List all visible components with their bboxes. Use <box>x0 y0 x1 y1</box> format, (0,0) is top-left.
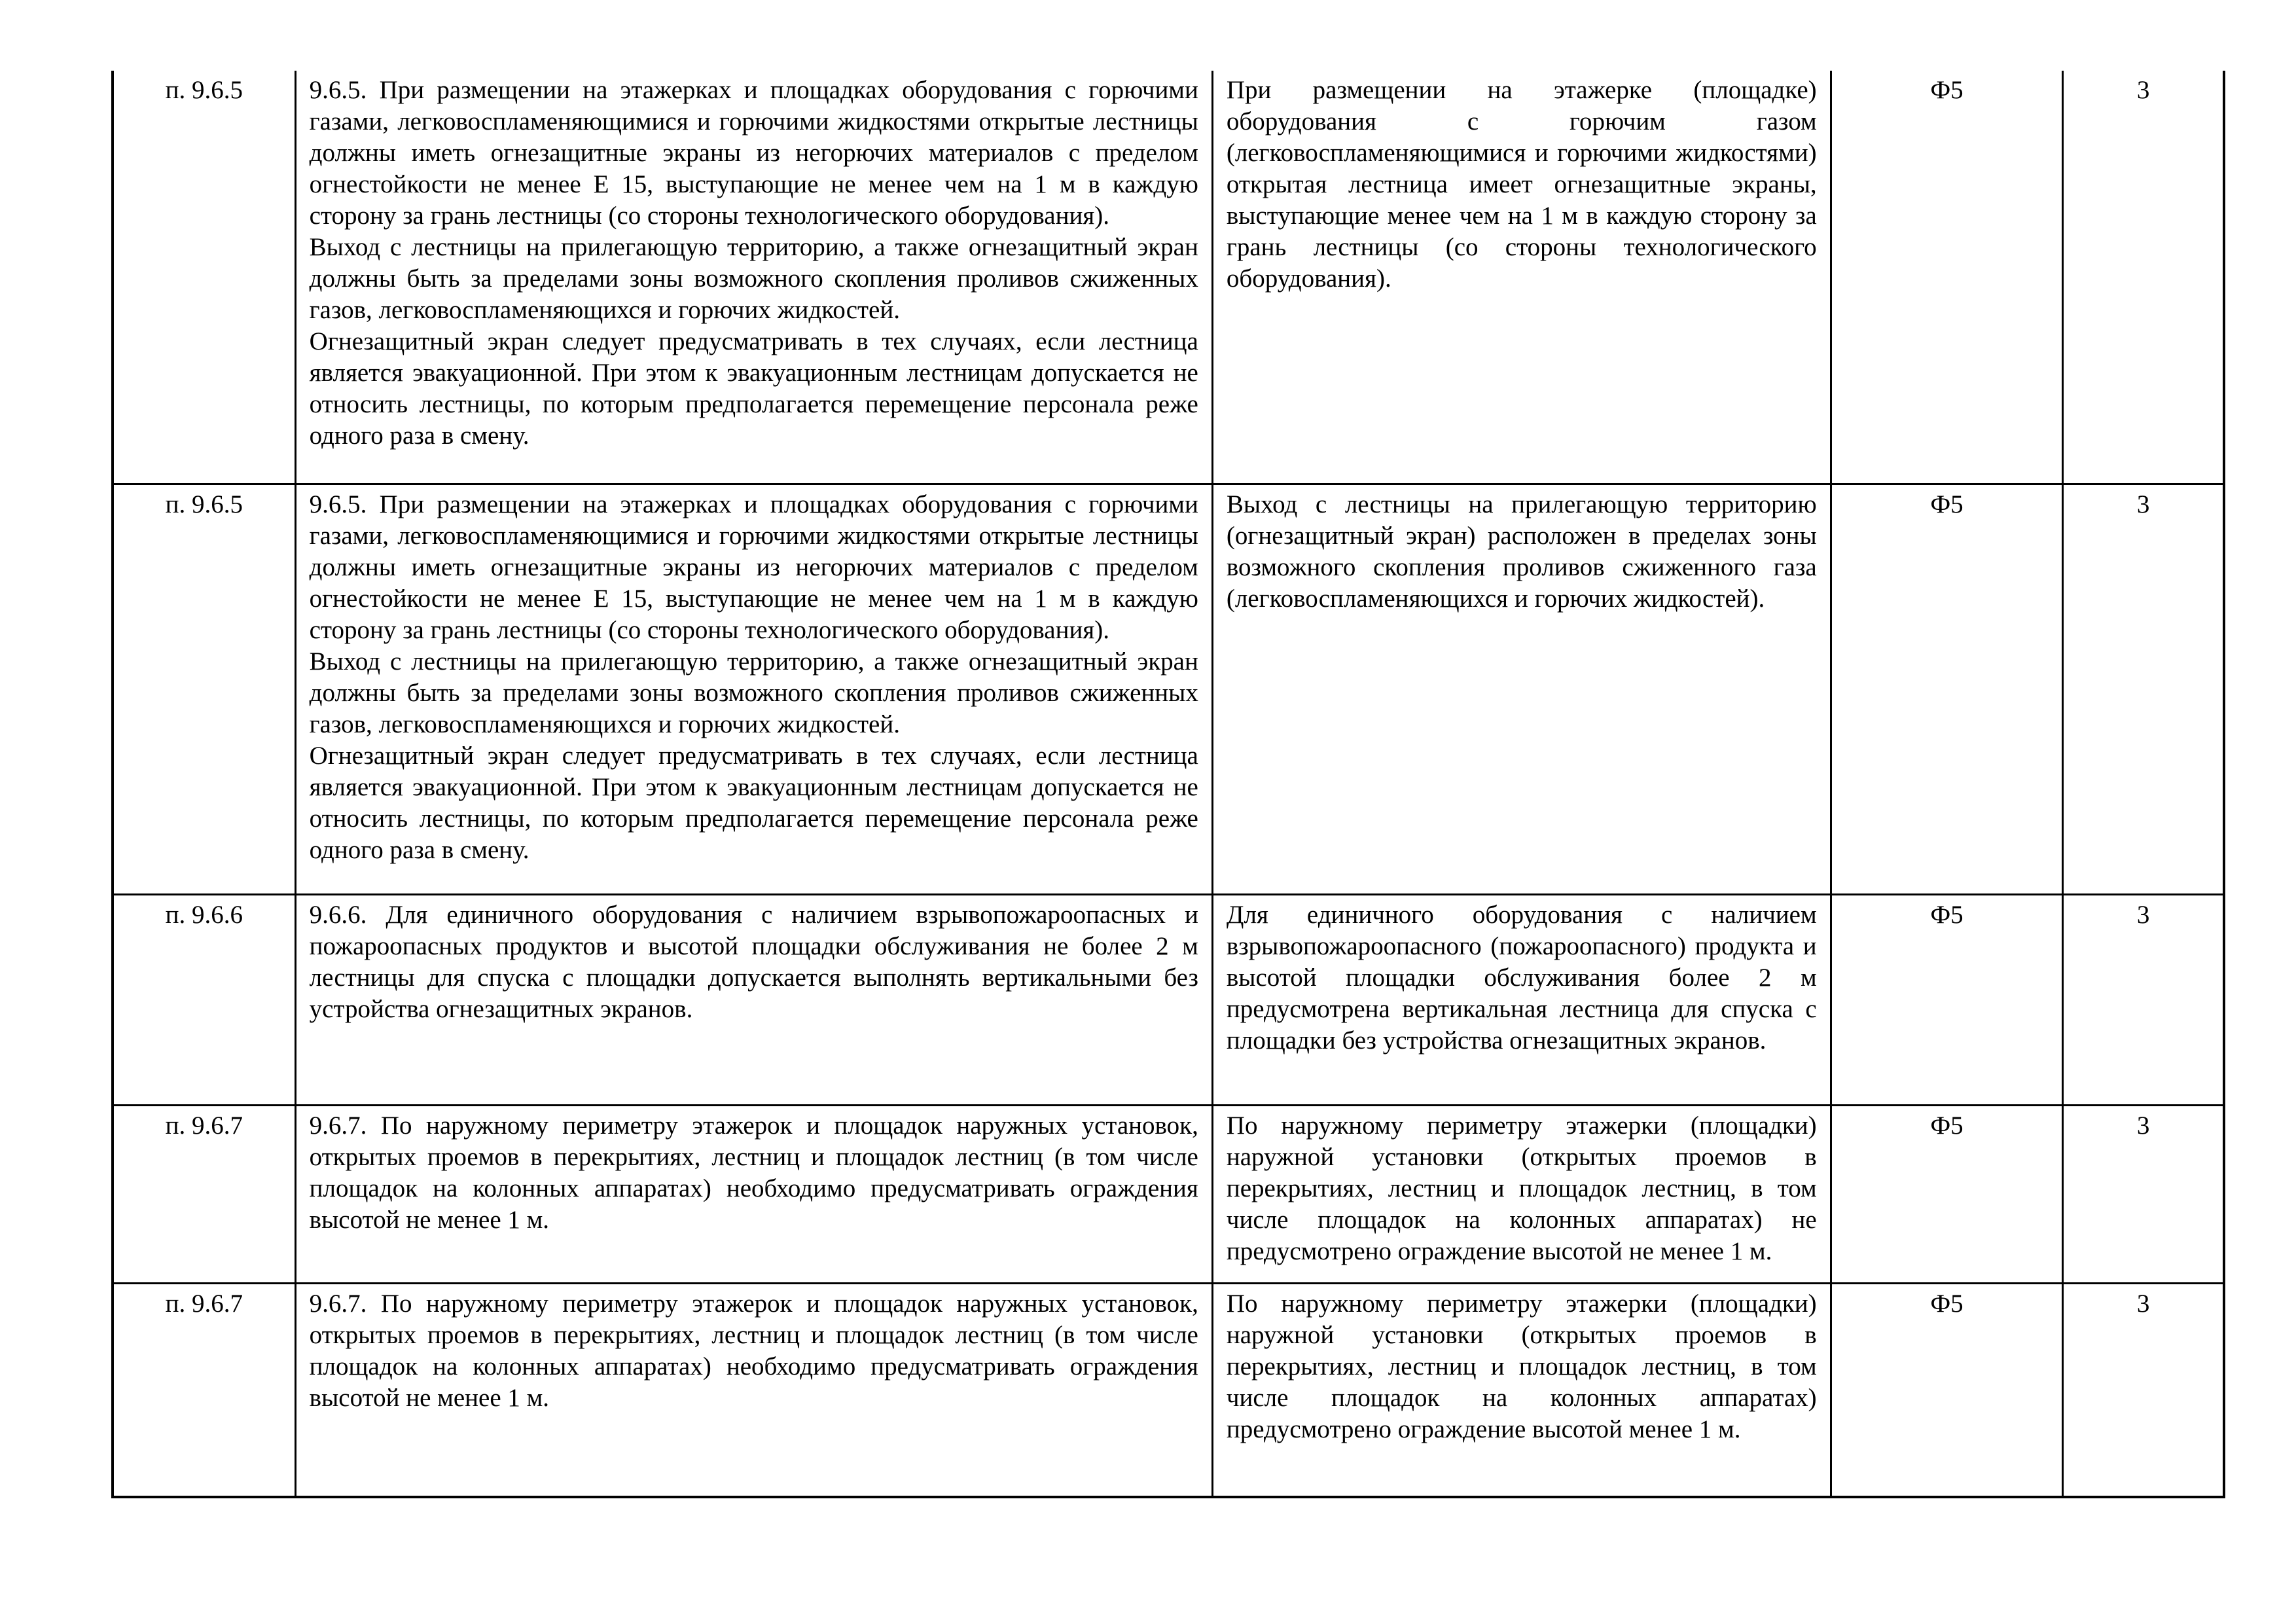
requirement-paragraph: Огнезащитный экран следует предусматривать в тех случаях, если лестница является эвакуационной. При этом к эвакуационным лестницам допускается не относить лестницы, по которым предполагается перемещение персонала реже одного раза в смену. <box>309 742 1198 864</box>
requirement-paragraph: 9.6.6. Для единичного оборудования с наличием взрывопожароопасных и пожароопасных продуктов и высотой площадки обслуживания не более 2 м лестницы для спуска с площадки допускается выполнять вертикальными без устройства огнезащитных экранов. <box>309 901 1198 1023</box>
category-value: 3 <box>2062 1106 2223 1282</box>
violation-text: Выход с лестницы на прилегающую территорию (огнезащитный экран) расположен в пределах зоны возможного скопления проливов сжиженного газа (легковоспламеняющихся и горючих жидкостей). <box>1211 485 1830 893</box>
functional-class: Ф5 <box>1830 485 2062 893</box>
requirement-text <box>295 1284 1211 1496</box>
requirement-text <box>295 71 1211 483</box>
requirement-paragraph: Огнезащитный экран следует предусматривать в тех случаях, если лестница является эвакуационной. При этом к эвакуационным лестницам допускается не относить лестницы, по которым предполагается перемещение персонала реже одного раза в смену. <box>309 327 1198 450</box>
functional-class: Ф5 <box>1830 895 2062 1104</box>
requirements-table <box>111 71 2225 1498</box>
clause-reference: п. 9.6.6 <box>165 901 243 929</box>
requirement-paragraph: Выход с лестницы на прилегающую территорию, а также огнезащитный экран должны быть за пределами зоны возможного скопления проливов сжиженных газов, легковоспламеняющихся и горючих жидкостей. <box>309 647 1198 738</box>
clause-reference: п. 9.6.5 <box>165 76 243 104</box>
requirement-text <box>295 895 1211 1104</box>
requirement-paragraph: 9.6.7. По наружному периметру этажерок и площадок наружных установок, открытых проемов в перекрытиях, лестниц и площадок лестниц (в том числе площадок на колонных аппаратах) необходимо предусматривать ограждения высотой не менее 1 м. <box>309 1111 1198 1234</box>
category-value: 3 <box>2062 71 2223 483</box>
violation-text: По наружному периметру этажерки (площадки) наружной установки (открытых проемов в перекрытиях, лестниц и площадок лестниц, в том числе площадок на колонных аппаратах) не предусмотрено ограждение высотой не менее 1 м. <box>1211 1106 1830 1282</box>
category-value: 3 <box>2062 485 2223 893</box>
requirement-text <box>295 1106 1211 1282</box>
requirement-text <box>295 485 1211 893</box>
requirement-paragraph: 9.6.7. По наружному периметру этажерок и площадок наружных установок, открытых проемов в перекрытиях, лестниц и площадок лестниц (в том числе площадок на колонных аппаратах) необходимо предусматривать ограждения высотой не менее 1 м. <box>309 1290 1198 1412</box>
requirement-paragraph: 9.6.5. При размещении на этажерках и площадках оборудования с горючими газами, легковоспламеняющимися и горючими жидкостями открытые лестницы должны иметь огнезащитные экраны из негорючих материалов с пределом огнестойкости не менее Е 15, выступающие не менее чем на 1 м в каждую сторону за грань лестницы (со стороны технологического оборудования). <box>309 76 1198 230</box>
table-row <box>114 1282 2223 1496</box>
table-row <box>114 1104 2223 1282</box>
functional-class: Ф5 <box>1830 1284 2062 1496</box>
category-value: 3 <box>2062 1284 2223 1496</box>
violation-text: По наружному периметру этажерки (площадки) наружной установки (открытых проемов в перекрытиях, лестниц и площадок лестниц, в том числе площадок на колонных аппаратах) предусмотрено ограждение высотой менее 1 м. <box>1211 1284 1830 1496</box>
table-row <box>114 893 2223 1104</box>
clause-reference: п. 9.6.7 <box>165 1111 243 1140</box>
table-row <box>114 483 2223 893</box>
requirement-paragraph: Выход с лестницы на прилегающую территорию, а также огнезащитный экран должны быть за пределами зоны возможного скопления проливов сжиженных газов, легковоспламеняющихся и горючих жидкостей. <box>309 233 1198 324</box>
table-row <box>114 71 2223 483</box>
requirement-paragraph: 9.6.5. При размещении на этажерках и площадках оборудования с горючими газами, легковоспламеняющимися и горючими жидкостями открытые лестницы должны иметь огнезащитные экраны из негорючих материалов с пределом огнестойкости не менее Е 15, выступающие не менее чем на 1 м в каждую сторону за грань лестницы (со стороны технологического оборудования). <box>309 490 1198 644</box>
category-value: 3 <box>2062 895 2223 1104</box>
clause-reference: п. 9.6.5 <box>165 490 243 518</box>
clause-reference: п. 9.6.7 <box>165 1290 243 1318</box>
violation-text: При размещении на этажерке (площадке) оборудования с горючим газом (легковоспламеняющимися и горючими жидкостями) открытая лестница имеет огнезащитные экраны, выступающие менее чем на 1 м в каждую сторону за грань лестницы (со стороны технологического оборудования). <box>1211 71 1830 483</box>
functional-class: Ф5 <box>1830 71 2062 483</box>
functional-class: Ф5 <box>1830 1106 2062 1282</box>
violation-text: Для единичного оборудования с наличием взрывопожароопасного (пожароопасного) продукта и высотой площадки обслуживания более 2 м предусмотрена вертикальная лестница для спуска с площадки без устройства огнезащитных экранов. <box>1211 895 1830 1104</box>
